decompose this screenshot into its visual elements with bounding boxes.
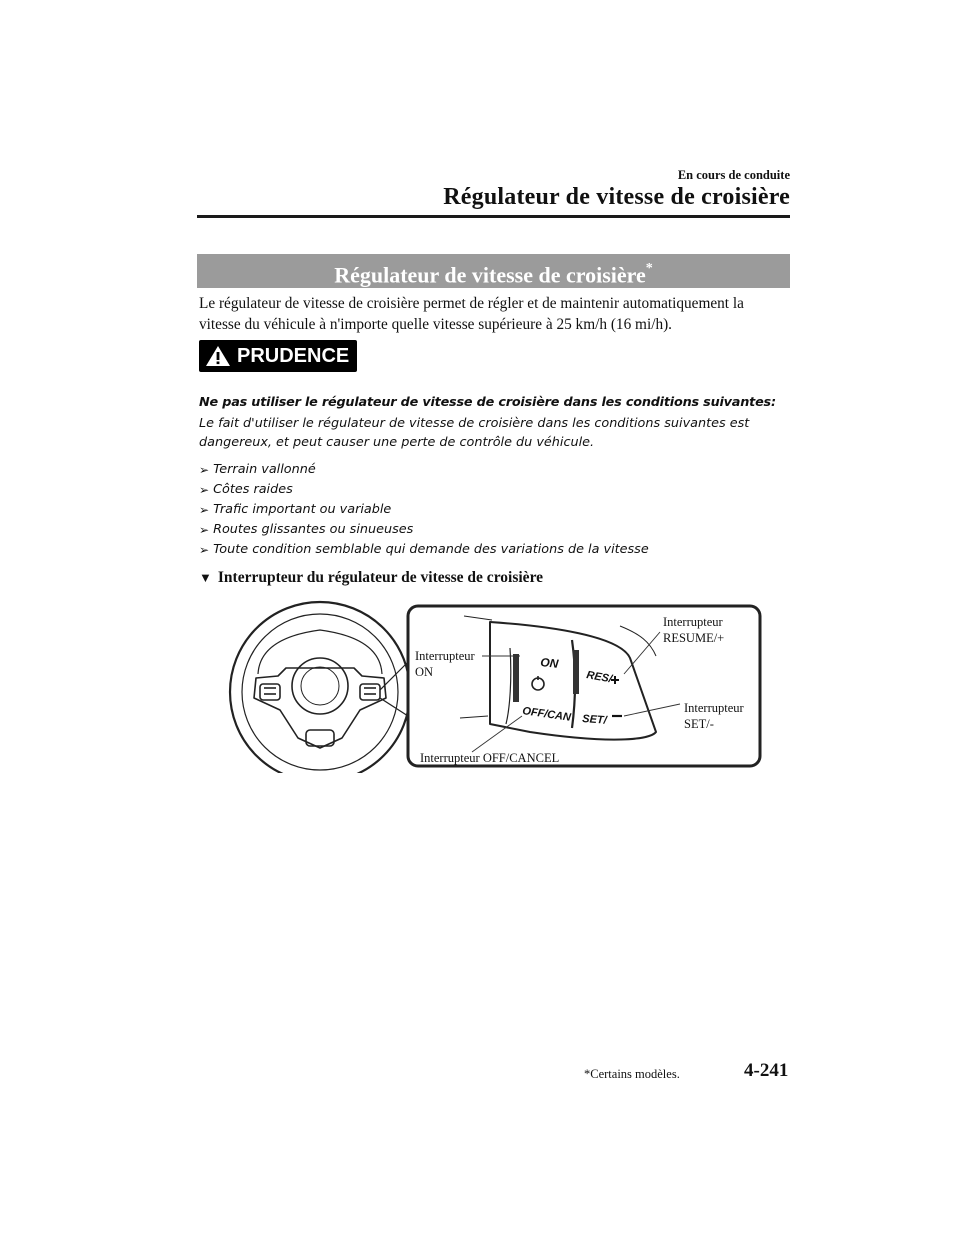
- section-title-bar: [197, 254, 790, 288]
- section-asterisk: *: [645, 261, 653, 276]
- triangle-down-icon: ▼: [199, 570, 212, 585]
- label-on-line2: ON: [415, 665, 434, 679]
- zoom-frame: [408, 606, 760, 766]
- subsection-heading: [199, 569, 543, 587]
- list-item: [199, 540, 649, 560]
- steering-wheel-figure: [220, 598, 765, 773]
- arrow-bullet-icon: ➢: [199, 483, 210, 497]
- list-item-text: Terrain vallonné: [213, 462, 316, 477]
- btn-set-text: SET/: [581, 713, 608, 727]
- list-item: [199, 460, 649, 480]
- footnote: *Certains modèles.: [584, 1067, 680, 1081]
- arrow-bullet-icon: ➢: [199, 463, 210, 477]
- header-rule: [197, 215, 790, 218]
- list-item-text: Trafic important ou variable: [213, 502, 392, 517]
- btn-offcan-text: OFF/CAN: [521, 705, 572, 724]
- list-item-text: Routes glissantes ou sinueuses: [213, 522, 414, 537]
- arrow-bullet-icon: ➢: [199, 503, 210, 517]
- btn-on-text: ON: [539, 655, 560, 671]
- arrow-bullet-icon: ➢: [199, 523, 210, 537]
- caution-text: Le fait d'utiliser le régulateur de vitesse de croisière dans les conditions suivantes est dangereux, et peut causer une perte de contrôle du véhicule.: [199, 416, 750, 450]
- caution-label: PRUDENCE: [237, 344, 350, 367]
- label-resume-line1: Interrupteur: [663, 615, 723, 629]
- page-number: 4-241: [744, 1060, 789, 1081]
- page-header-title: Régulateur de vitesse de croisière: [443, 184, 790, 210]
- label-offcancel: Interrupteur OFF/CANCEL: [420, 751, 560, 765]
- steering-wheel-illustration: [230, 602, 410, 773]
- warning-triangle-icon: [205, 345, 231, 367]
- label-set-line2: SET/-: [684, 717, 714, 731]
- arrow-bullet-icon: ➢: [199, 543, 210, 557]
- section-title: Régulateur de vitesse de croisière: [334, 262, 646, 288]
- intro-paragraph: Le régulateur de vitesse de croisière permet de régler et de maintenir automatiquement la vitesse du véhicule à n'importe quelle vitesse supérieure à 25 km/h (16 mi/h).: [199, 295, 744, 333]
- list-item: [199, 500, 649, 520]
- chapter-label: En cours de conduite: [677, 168, 790, 182]
- caution-list: [199, 460, 649, 560]
- list-item: [199, 480, 649, 500]
- list-item-text: Toute condition semblable qui demande des variations de la vitesse: [213, 542, 649, 557]
- btn-res-text: RES/: [585, 669, 613, 686]
- caution-badge: [199, 340, 357, 372]
- caution-heading: Ne pas utiliser le régulateur de vitesse de croisière dans les conditions suivantes:: [199, 395, 776, 410]
- label-resume-line2: RESUME/+: [663, 631, 725, 645]
- subsection-title: Interrupteur du régulateur de vitesse de croisière: [217, 569, 544, 586]
- label-set-line1: Interrupteur: [684, 701, 744, 715]
- list-item-text: Côtes raides: [213, 482, 293, 497]
- label-on-line1: Interrupteur: [415, 649, 475, 663]
- list-item: [199, 520, 649, 540]
